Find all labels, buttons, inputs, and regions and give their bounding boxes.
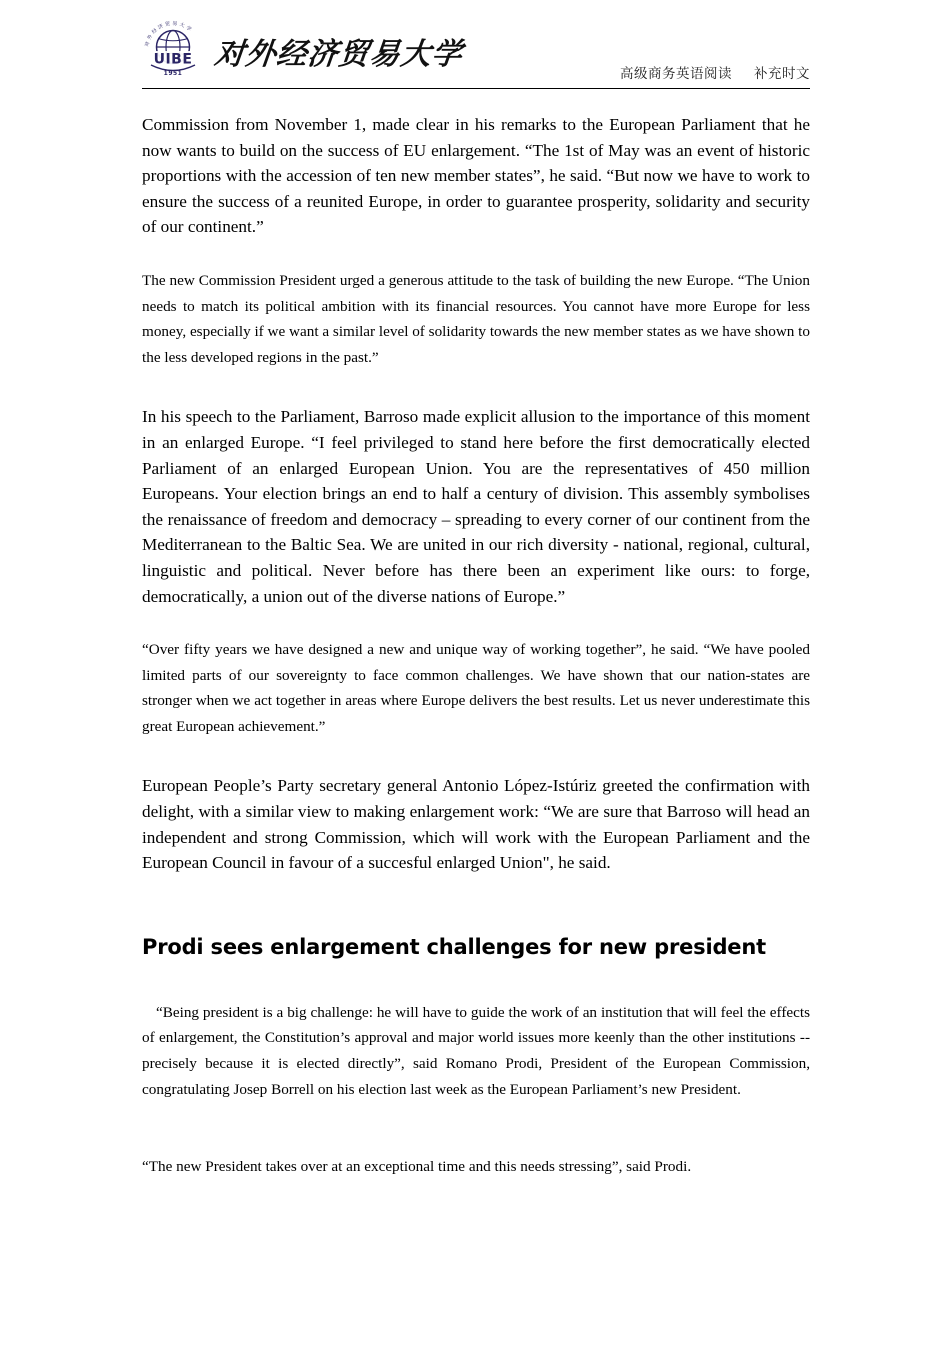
svg-text:1951: 1951 [163,70,183,77]
paragraph-1: Commission from November 1, made clear in his remarks to the European Parliament that he now wants to build on the success of EU enlargement. “The 1st of May was an event of historic proportions with the accession of ten new member states”, he said. “But now we have to work to ensure the success of a reunited Europe, in order to guarantee prosperity, solidarity and security of our continent.” [142,115,810,237]
paragraph-5: European People’s Party secretary general Antonio López-Istúriz greeted the confirmation with delight, with a similar view to making enlargement work: “We are sure that Barroso will head an independent and strong Commission, which will work with the European Parliament and the European Council in favour of a succesful enlarged Union", he said. [142,776,810,873]
uibe-globe-logo-icon [142,20,204,80]
svg-text:UIBE: UIBE [153,51,193,68]
page-header [142,18,810,90]
paragraph-gap [142,1102,810,1154]
paragraph-4: “Over fifty years we have designed a new and unique way of working together”, he said. “We have pooled limited parts of our sovereignty to face common challenges. We have shown that our nation-states are stronger when we act together in areas where Europe delivers the best results. Let us never underestimate this great European achievement.” [142,641,810,735]
paragraph-gap [142,240,810,268]
paragraph-3: In his speech to the Parliament, Barroso made explicit allusion to the importance of this moment in an enlarged Europe. “I feel privileged to stand here before the first democratically elected Parliament of an enlarged European Union. You are the representatives of 450 million Europeans. Your election brings an end to half a century of division. This assembly symbolises the renaissance of freedom and democracy – spreading to every corner of our continent from the Mediterranean to the Baltic Sea. We are united in our rich diversity - national, regional, cultural, linguistic and political. Never before has there been an experiment like ours: to forge, democratically, a union out of the diverse nations of Europe.” [142,407,810,606]
paragraph-7: “The new President takes over at an exceptional time and this needs stressing”, said Prodi. [142,1158,692,1176]
paragraph-gap [142,739,810,773]
svg-text:对外经济贸易大学: 对外经济贸易大学 [144,20,194,48]
heading-gap [142,876,810,934]
section-label: 补充时文 [754,66,810,82]
section-heading: Prodi sees enlargement challenges for new president [142,934,766,959]
paragraph-6: “Being president is a big challenge: he will have to guide the work of an institution that will feel the effects of enlargement, the Constitution’s approval and major world issues more keenly than the other institutions -- precisely because it is elected directly”, said Romano Prodi, President of the European Commission, congratulating Josep Borrell on his election last week as the European Parliament’s new President. [142,1003,810,1098]
heading-gap [142,960,810,1000]
course-title: 高级商务英语阅读 [620,66,732,82]
header-right-text [620,62,810,82]
paragraph-2: The new Commission President urged a generous attitude to the task of building the new Europe. “The Union needs to match its political ambition with its financial resources. You cannot have more Europe for less money, especially if we want a similar level of solidarity towards the new member states as we have shown to the less developed regions in the past.” [142,271,810,366]
document-body [142,112,810,1180]
uibe-logo [142,20,465,80]
paragraph-gap [142,370,810,404]
header-divider-rule [142,88,810,89]
paragraph-gap [142,609,810,637]
uibe-wordmark: 对外经济贸易大学 [212,38,465,71]
